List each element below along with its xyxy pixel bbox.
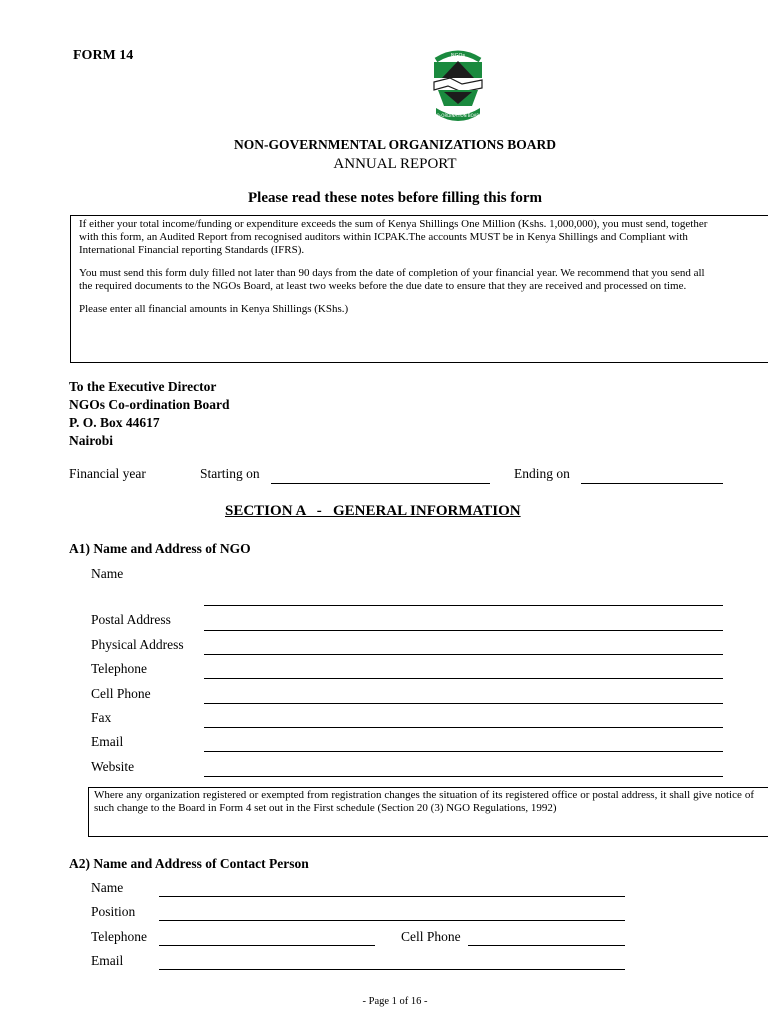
a2-heading: A2) Name and Address of Contact Person (69, 856, 309, 871)
organization-name: NON-GOVERNMENTAL ORGANIZATIONS BOARD (233, 137, 557, 152)
ending-on-label: Ending on (514, 466, 570, 481)
fax-label: Fax (91, 710, 112, 725)
form-number: FORM 14 (73, 48, 134, 63)
position-field[interactable] (159, 920, 625, 921)
website-label: Website (91, 759, 135, 774)
page-number: - Page 1 of 16 - (362, 996, 428, 1007)
ngo-board-logo (428, 48, 488, 128)
ngo-telephone-field[interactable] (204, 678, 723, 679)
logo-top-text: NGOs (450, 53, 466, 59)
position-label: Position (91, 904, 136, 919)
recipient-address (69, 378, 230, 450)
ngo-name-field[interactable] (204, 605, 723, 606)
contact-email-label: Email (91, 953, 124, 968)
contact-name-label: Name (91, 880, 124, 895)
address-change-notice (88, 787, 768, 837)
section-a-title: SECTION A - GENERAL INFORMATION (225, 503, 521, 519)
physical-address-label: Physical Address (91, 637, 184, 652)
recipient-line-4: Nairobi (69, 433, 114, 448)
report-title: ANNUAL REPORT (333, 156, 457, 172)
ngo-telephone-label: Telephone (91, 661, 148, 676)
notice-text: Where any organization registered or exempted from registration changes the situation of its registered office or postal address, it shall give notice of such change to the Board in Form 4 set out in the First schedule (Section 20 (3) NGO Regulations, 1992) (94, 789, 754, 814)
contact-email-field[interactable] (159, 969, 625, 970)
contact-telephone-field[interactable] (159, 945, 375, 946)
contact-cell-phone-label: Cell Phone (401, 929, 461, 944)
notes-box (70, 215, 768, 363)
starting-on-field[interactable] (271, 483, 490, 484)
postal-address-field[interactable] (204, 630, 723, 631)
ngo-email-label: Email (91, 734, 124, 749)
ngo-name-label: Name (91, 566, 124, 581)
contact-telephone-label: Telephone (91, 929, 148, 944)
notes-paragraph-1: If either your total income/funding or expenditure exceeds the sum of Kenya Shillings One Million (Kshs. 1,000,000), you must send, together with this form, an Audited Report from recognised auditors within ICPAK.The accounts MUST be in Kenya Shillings and Compliant with International Financial reporting Standards (IFRS). (79, 218, 708, 256)
ngo-cell-phone-label: Cell Phone (91, 686, 151, 701)
fax-field[interactable] (204, 727, 723, 728)
notes-title: Please read these notes before filling this form (248, 190, 542, 206)
recipient-line-2: NGOs Co-ordination Board (69, 397, 230, 412)
contact-name-field[interactable] (159, 896, 625, 897)
notes-paragraph-3: Please enter all financial amounts in Kenya Shillings (KShs.) (79, 303, 349, 315)
ngo-cell-phone-field[interactable] (204, 703, 723, 704)
logo-bottom-text: CO-ORDINATION BOARD (433, 113, 483, 118)
physical-address-field[interactable] (204, 654, 723, 655)
recipient-line-3: P. O. Box 44617 (69, 415, 160, 430)
financial-year-label: Financial year (69, 466, 146, 481)
starting-on-label: Starting on (200, 466, 260, 481)
ending-on-field[interactable] (581, 483, 723, 484)
ngo-email-field[interactable] (204, 751, 723, 752)
postal-address-label: Postal Address (91, 612, 171, 627)
notes-paragraph-2: You must send this form duly filled not later than 90 days from the date of completion of your financial year. We recommend that you send all the required documents to the NGOs Board, at least two weeks before the due date to ensure that they are received and processed on time. (79, 267, 705, 292)
website-field[interactable] (204, 776, 723, 777)
a1-heading: A1) Name and Address of NGO (69, 541, 251, 556)
contact-cell-phone-field[interactable] (468, 945, 625, 946)
recipient-line-1: To the Executive Director (69, 379, 217, 394)
